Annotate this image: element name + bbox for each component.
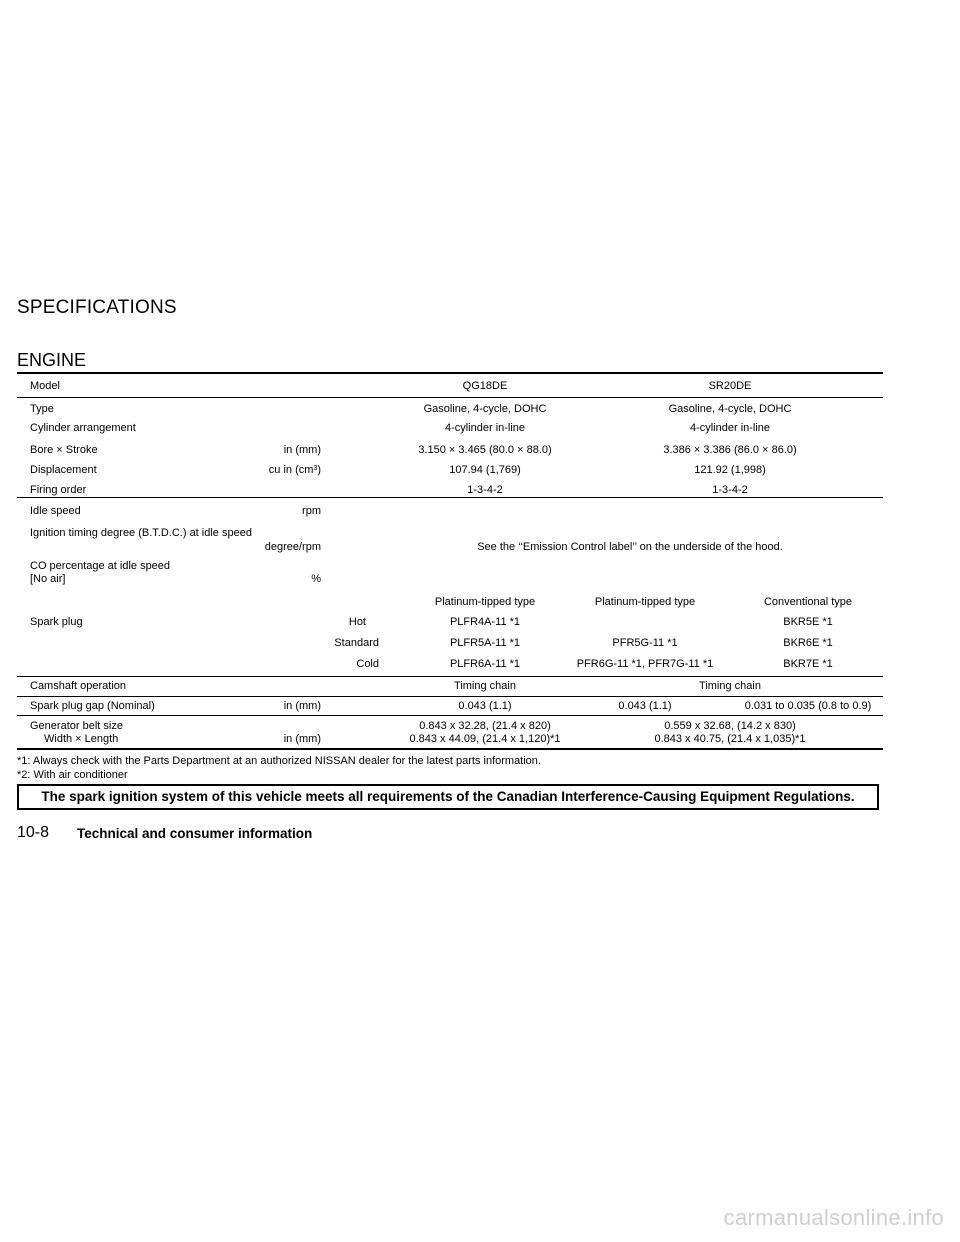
- row-firing-qg: 1-3-4-2: [467, 484, 503, 496]
- row-plug-label: Spark plug: [30, 616, 83, 628]
- row-gap-v3: 0.031 to 0.035 (0.8 to 0.9): [744, 700, 872, 712]
- plug-hot-label: Hot: [348, 616, 366, 628]
- row-gap-v1: 0.043 (1.1): [458, 700, 512, 712]
- plug-standard-v3: BKR6E *1: [783, 637, 833, 649]
- row-firing-label: Firing order: [30, 484, 87, 496]
- header-sr20de: SR20DE: [708, 380, 752, 392]
- row-gap-label: Spark plug gap (Nominal): [30, 700, 155, 712]
- rule-after-gap: [17, 715, 883, 716]
- row-belt-unit: in (mm): [283, 733, 321, 745]
- row-belt-sr-line2: 0.843 x 40.75, (21.4 x 1,035)*1: [654, 733, 806, 745]
- row-bore-label: Bore × Stroke: [30, 444, 98, 456]
- table-top-rule: [17, 372, 883, 374]
- section-title: SPECIFICATIONS: [17, 297, 177, 318]
- plug-cold-v1: PLFR6A-11 *1: [449, 658, 521, 670]
- page-number: 10-8: [17, 824, 50, 841]
- plug-cold-label: Cold: [356, 658, 379, 670]
- row-ignition-label: Ignition timing degree (B.T.D.C.) at idle speed: [30, 527, 252, 539]
- row-co-label: CO percentage at idle speed: [30, 560, 171, 572]
- row-idle-label: Idle speed: [30, 505, 81, 517]
- row-camshaft-qg: Timing chain: [454, 680, 516, 692]
- row-displacement-unit: cu in $(cm^3)$: [268, 464, 321, 476]
- row-cylinder-qg: 4-cylinder in-line: [444, 422, 526, 434]
- plug-type-1: Platinum-tipped type: [434, 596, 536, 608]
- row-belt-qg-line1: 0.843 x 32.28, (21.4 x 820): [419, 720, 551, 732]
- rule-after-plug: [17, 676, 883, 677]
- row-co-sublabel: [No air]: [30, 573, 66, 585]
- row-displacement-sr: 121.92 (1,998): [694, 464, 766, 476]
- watermark: carmanualsonline.info: [723, 1205, 944, 1230]
- plug-type-3: Conventional type: [763, 596, 853, 608]
- row-type-label: Type: [30, 403, 54, 415]
- emission-control-note: See the ‘‘Emission Control label’’ on the underside of the hood.: [477, 541, 783, 553]
- plug-cold-v2: PFR6G-11 *1, PFR7G-11 *1: [576, 658, 714, 670]
- row-belt-sr-line1: 0.559 x 32.68, (14.2 x 830): [664, 720, 796, 732]
- plug-standard-v2: PFR5G-11 *1: [612, 637, 678, 649]
- plug-cold-v3: BKR7E *1: [783, 658, 833, 670]
- row-firing-sr: 1-3-4-2: [712, 484, 748, 496]
- footnote-1: *1: Always check with the Parts Department at an authorized NISSAN dealer for the latest parts information.: [17, 755, 541, 767]
- row-gap-v2: 0.043 (1.1): [618, 700, 672, 712]
- header-rule: [17, 397, 883, 398]
- row-gap-unit: in (mm): [283, 700, 321, 712]
- row-cylinder-label: Cylinder arrangement: [30, 422, 136, 434]
- row-displacement-qg: 107.94 (1,769): [449, 464, 521, 476]
- chapter-title: Technical and consumer information: [77, 826, 313, 841]
- plug-hot-v3: BKR5E *1: [783, 616, 833, 628]
- regulation-notice: The spark ignition system of this vehicle meets all requirements of the Canadian Interference-Causing Equipment Regulations.: [17, 784, 879, 810]
- row-belt-qg-line2: 0.843 x 44.09, (21.4 x 1,120)*1: [409, 733, 561, 745]
- row-displacement-label: Displacement: [30, 464, 97, 476]
- rule-after-firing: [17, 497, 883, 498]
- row-bore-sr: 3.386 × 3.386 (86.0 × 86.0): [663, 444, 797, 456]
- header-model-label: Model: [30, 380, 60, 392]
- plug-standard-label: Standard: [334, 637, 379, 649]
- row-type-qg: Gasoline, 4-cycle, DOHC: [423, 403, 547, 415]
- row-co-unit: %: [311, 573, 321, 585]
- row-camshaft-label: Camshaft operation: [30, 680, 126, 692]
- row-camshaft-sr: Timing chain: [699, 680, 761, 692]
- plug-hot-v1: PLFR4A-11 *1: [449, 616, 521, 628]
- footnote-2: *2: With air conditioner: [17, 769, 128, 781]
- row-type-sr: Gasoline, 4-cycle, DOHC: [668, 403, 792, 415]
- rule-after-cam: [17, 696, 883, 697]
- row-idle-unit: rpm: [302, 505, 321, 517]
- row-belt-label: Generator belt size: [30, 720, 123, 732]
- table-bottom-rule: [17, 748, 883, 750]
- row-ignition-unit: degree/rpm: [264, 541, 321, 553]
- row-bore-qg: 3.150 × 3.465 (80.0 × 88.0): [418, 444, 552, 456]
- header-qg18de: QG18DE: [462, 380, 508, 392]
- subsection-title: ENGINE: [17, 350, 87, 370]
- row-cylinder-sr: 4-cylinder in-line: [689, 422, 771, 434]
- row-belt-sublabel: Width × Length: [44, 733, 119, 745]
- plug-type-2: Platinum-tipped type: [594, 596, 696, 608]
- row-bore-unit: in (mm): [283, 444, 321, 456]
- plug-standard-v1: PLFR5A-11 *1: [449, 637, 521, 649]
